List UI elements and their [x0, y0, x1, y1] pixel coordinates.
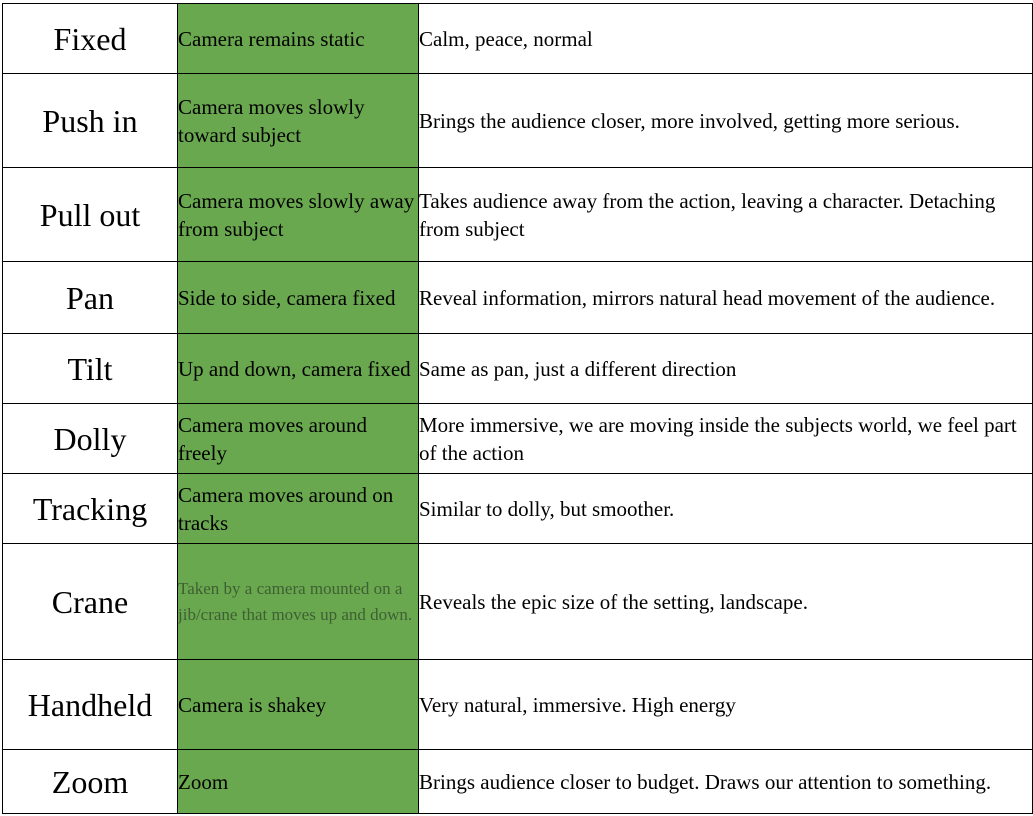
table-row-zoom: [3, 750, 1033, 814]
shot-name: Pan: [3, 262, 178, 334]
shot-description: Zoom: [178, 750, 419, 814]
shot-effect: Reveals the epic size of the setting, landscape.: [419, 544, 1033, 660]
shot-effect: Reveal information, mirrors natural head movement of the audience.: [419, 262, 1033, 334]
camera-movement-table: [2, 3, 1033, 814]
shot-name: Tilt: [3, 334, 178, 404]
shot-name: Zoom: [3, 750, 178, 814]
shot-effect: Similar to dolly, but smoother.: [419, 474, 1033, 544]
table-row-dolly: [3, 404, 1033, 474]
shot-description: Camera moves slowly toward subject: [178, 74, 419, 168]
table-row-crane: [3, 544, 1033, 660]
shot-description: Taken by a camera mounted on a jib/crane that moves up and down.: [178, 544, 419, 660]
shot-description: Camera remains static: [178, 4, 419, 74]
table-row-tracking: [3, 474, 1033, 544]
shot-name: Dolly: [3, 404, 178, 474]
shot-name: Fixed: [3, 4, 178, 74]
table-row-fixed: [3, 4, 1033, 74]
shot-name: Pull out: [3, 168, 178, 262]
shot-effect: Brings the audience closer, more involved, getting more serious.: [419, 74, 1033, 168]
shot-name: Crane: [3, 544, 178, 660]
shot-effect: More immersive, we are moving inside the subjects world, we feel part of the action: [419, 404, 1033, 474]
shot-effect: Same as pan, just a different direction: [419, 334, 1033, 404]
table-row-handheld: [3, 660, 1033, 750]
shot-effect: Brings audience closer to budget. Draws our attention to something.: [419, 750, 1033, 814]
shot-description: Camera moves slowly away from subject: [178, 168, 419, 262]
shot-name: Handheld: [3, 660, 178, 750]
shot-name: Push in: [3, 74, 178, 168]
shot-description: Camera moves around freely: [178, 404, 419, 474]
shot-description: Camera moves around on tracks: [178, 474, 419, 544]
shot-effect: Calm, peace, normal: [419, 4, 1033, 74]
table-row-pan: [3, 262, 1033, 334]
table-row-pull-out: [3, 168, 1033, 262]
shot-description: Side to side, camera fixed: [178, 262, 419, 334]
shot-effect: Takes audience away from the action, leaving a character. Detaching from subject: [419, 168, 1033, 262]
table-row-push-in: [3, 74, 1033, 168]
shot-effect: Very natural, immersive. High energy: [419, 660, 1033, 750]
table-row-tilt: [3, 334, 1033, 404]
shot-description: Up and down, camera fixed: [178, 334, 419, 404]
shot-name: Tracking: [3, 474, 178, 544]
shot-description: Camera is shakey: [178, 660, 419, 750]
